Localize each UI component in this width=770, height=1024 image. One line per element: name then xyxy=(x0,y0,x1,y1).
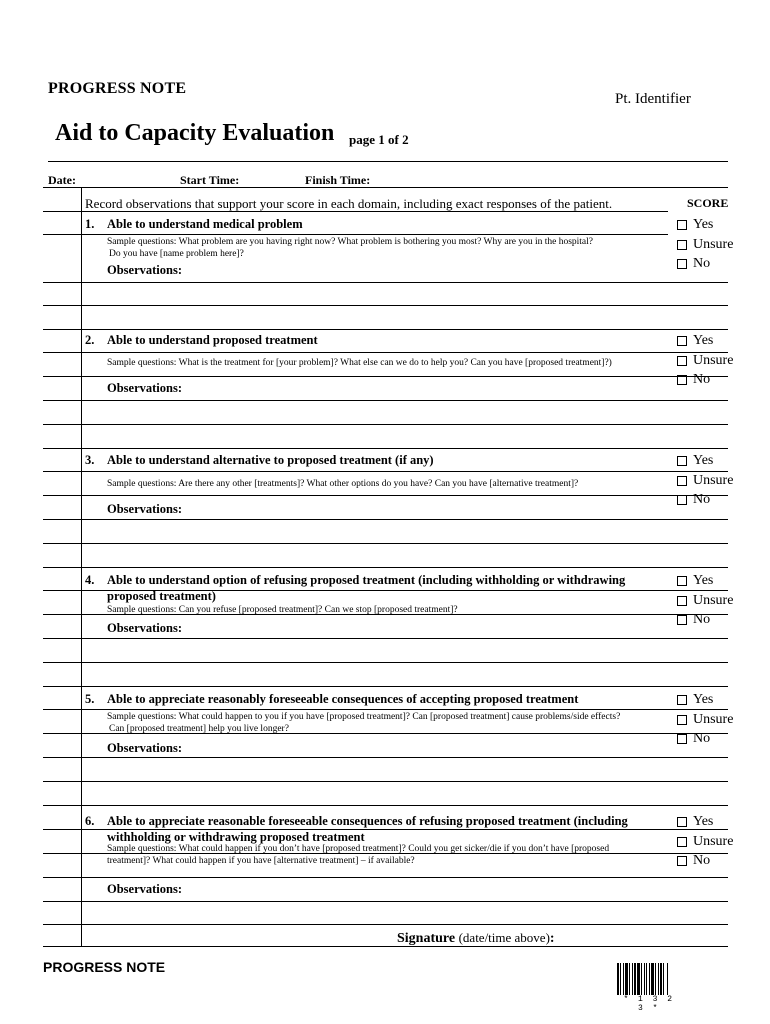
form-rule-line xyxy=(43,686,728,687)
checkbox-icon xyxy=(677,715,687,725)
form-rule-line xyxy=(43,329,728,330)
form-rule-line xyxy=(43,211,668,212)
section-2-sample-questions: Sample questions: What is the treatment for [your problem]? What else can we do to help you? Can you have [proposed treatment]?) xyxy=(107,358,612,368)
section-1-title-text: Able to understand medical problem xyxy=(107,217,303,231)
section-5-unsure-checkbox[interactable]: Unsure xyxy=(677,710,733,729)
checkbox-icon xyxy=(677,495,687,505)
checkbox-icon xyxy=(677,817,687,827)
header-divider xyxy=(48,161,728,162)
section-1-number: 1. xyxy=(85,217,95,231)
form-rule-line xyxy=(43,234,668,235)
barcode-image xyxy=(617,963,681,995)
barcode-bar xyxy=(655,963,656,995)
finish-time-label: Finish Time: xyxy=(305,173,371,187)
section-1-title xyxy=(85,216,645,232)
checkbox-icon xyxy=(677,734,687,744)
section-4-no-checkbox[interactable]: No xyxy=(677,610,710,629)
barcode-bar xyxy=(649,963,650,995)
checkbox-icon xyxy=(677,375,687,385)
barcode-bar xyxy=(617,963,619,995)
score-header: SCORE xyxy=(687,196,729,210)
section-1-unsure-checkbox[interactable]: Unsure xyxy=(677,235,733,254)
section-6-title: 6. Able to appreciate reasonable foreseeable consequences of refusing proposed treatment (including withholding or withdrawing proposed treatment xyxy=(85,814,628,844)
form-rule-line xyxy=(43,709,728,710)
section-4-unsure-checkbox[interactable]: Unsure xyxy=(677,591,733,610)
form-rule-line xyxy=(43,781,728,782)
form-rule-line xyxy=(43,519,728,520)
form-rule-line xyxy=(43,805,728,806)
form-rule-line xyxy=(43,400,728,401)
barcode-bar xyxy=(625,963,628,995)
barcode-bar xyxy=(620,963,621,995)
footer-form-name: PROGRESS NOTE xyxy=(43,959,166,975)
form-rule-line xyxy=(43,376,728,377)
form-rule-line xyxy=(43,305,728,306)
section-6-no-checkbox[interactable]: No xyxy=(677,851,710,870)
form-rule-line xyxy=(43,282,728,283)
barcode-bar xyxy=(646,963,647,995)
checkbox-icon xyxy=(677,456,687,466)
checkbox-icon xyxy=(677,356,687,366)
form-name: PROGRESS NOTE xyxy=(48,80,187,97)
page-number: page 1 of 2 xyxy=(349,132,409,147)
barcode-bar xyxy=(634,963,636,995)
section-1-sample-questions: Sample questions: What problem are you having right now? What problem is bothering you most? Why are you in the hospital? Do you have [name problem here]? xyxy=(107,237,593,259)
section-4-title: 4. Able to understand option of refusing proposed treatment (including withholding or withdrawing proposed treatment) xyxy=(85,573,626,603)
checkbox-icon xyxy=(677,259,687,269)
barcode-number: * 1 3 2 3 * xyxy=(623,995,675,1013)
form-rule-line xyxy=(43,424,728,425)
signature-label: Signature (date/time above): xyxy=(397,930,555,946)
barcode-bar xyxy=(651,963,654,995)
barcode-bar xyxy=(623,963,624,995)
form-rule-line xyxy=(43,877,728,878)
section-5-observations-label: Observations: xyxy=(107,741,182,755)
barcode-bar xyxy=(663,963,664,995)
form-rule-line xyxy=(43,662,728,663)
form-rule-line xyxy=(43,352,728,353)
checkbox-icon xyxy=(677,695,687,705)
barcode-bar xyxy=(660,963,662,995)
section-5-title: 5. Able to appreciate reasonably foreseeable consequences of accepting proposed treatment xyxy=(85,692,579,706)
barcode-bar xyxy=(629,963,630,995)
form-rule-line xyxy=(43,924,728,925)
section-3-sample-questions: Sample questions: Are there any other [treatments]? What other options do you have? Can you have [alternative treatment]? xyxy=(107,479,579,489)
section-5-sample-questions: Sample questions: What could happen to you if you have [proposed treatment]? Can [proposed treatment] cause problems/side effects? Can [proposed treatment] help you live longer? xyxy=(107,712,621,734)
checkbox-icon xyxy=(677,615,687,625)
section-2-title: 2. Able to understand proposed treatment xyxy=(85,333,318,347)
barcode-bar xyxy=(632,963,633,995)
section-4-sample-questions: Sample questions: Can you refuse [proposed treatment]? Can we stop [proposed treatment]? xyxy=(107,605,458,615)
section-4-yes-checkbox[interactable]: Yes xyxy=(677,571,713,590)
section-3-yes-checkbox[interactable]: Yes xyxy=(677,451,713,470)
checkbox-icon xyxy=(677,856,687,866)
form-rule-line xyxy=(43,448,728,449)
checkbox-icon xyxy=(677,336,687,346)
form-rule-line xyxy=(43,901,728,902)
section-3-title: 3. Able to understand alternative to proposed treatment (if any) xyxy=(85,453,434,467)
barcode-bar xyxy=(641,963,642,995)
checkbox-icon xyxy=(677,596,687,606)
section-3-no-checkbox[interactable]: No xyxy=(677,490,710,509)
date-label: Date: xyxy=(48,173,76,187)
checkbox-icon xyxy=(677,837,687,847)
start-time-label: Start Time: xyxy=(180,173,240,187)
checkbox-icon xyxy=(677,240,687,250)
section-6-observations-label: Observations: xyxy=(107,882,182,896)
section-6-yes-checkbox[interactable]: Yes xyxy=(677,812,713,831)
section-4-observations-label: Observations: xyxy=(107,621,182,635)
section-1-no-checkbox[interactable]: No xyxy=(677,254,710,273)
section-2-no-checkbox[interactable]: No xyxy=(677,370,710,389)
instructions: Record observations that support your score in each domain, including exact responses of the patient. xyxy=(85,196,613,211)
section-1-observations-label: Observations: xyxy=(107,263,182,277)
checkbox-icon xyxy=(677,476,687,486)
section-2-yes-checkbox[interactable]: Yes xyxy=(677,331,713,350)
form-rule-line xyxy=(43,471,728,472)
date-row-divider xyxy=(43,187,728,188)
section-3-unsure-checkbox[interactable]: Unsure xyxy=(677,471,733,490)
section-1-yes-checkbox[interactable]: Yes xyxy=(677,215,713,234)
section-5-no-checkbox[interactable]: No xyxy=(677,729,710,748)
barcode-bar xyxy=(658,963,659,995)
barcode-bar xyxy=(667,963,668,995)
form-rule-line xyxy=(43,543,728,544)
patient-identifier-label: Pt. Identifier xyxy=(615,91,691,107)
form-rule-line xyxy=(43,495,728,496)
section-5-yes-checkbox[interactable]: Yes xyxy=(677,690,713,709)
signature-rule-line xyxy=(43,946,728,947)
section-2-observations-label: Observations: xyxy=(107,381,182,395)
section-6-sample-questions: Sample questions: What could happen if you don’t have [proposed treatment]? Could you get sicker/die if you don’t have [proposed treatment]? What could happen if you have [alternative treatment] – if available? xyxy=(107,844,610,866)
form-rule-line xyxy=(43,757,728,758)
barcode-bar xyxy=(637,963,640,995)
checkbox-icon xyxy=(677,576,687,586)
page-title: Aid to Capacity Evaluation xyxy=(55,120,335,146)
section-2-unsure-checkbox[interactable]: Unsure xyxy=(677,351,733,370)
section-3-observations-label: Observations: xyxy=(107,502,182,516)
form-rule-line xyxy=(43,567,728,568)
form-rule-line xyxy=(43,638,728,639)
barcode-bar xyxy=(644,963,645,995)
checkbox-icon xyxy=(677,220,687,230)
section-6-unsure-checkbox[interactable]: Unsure xyxy=(677,832,733,851)
